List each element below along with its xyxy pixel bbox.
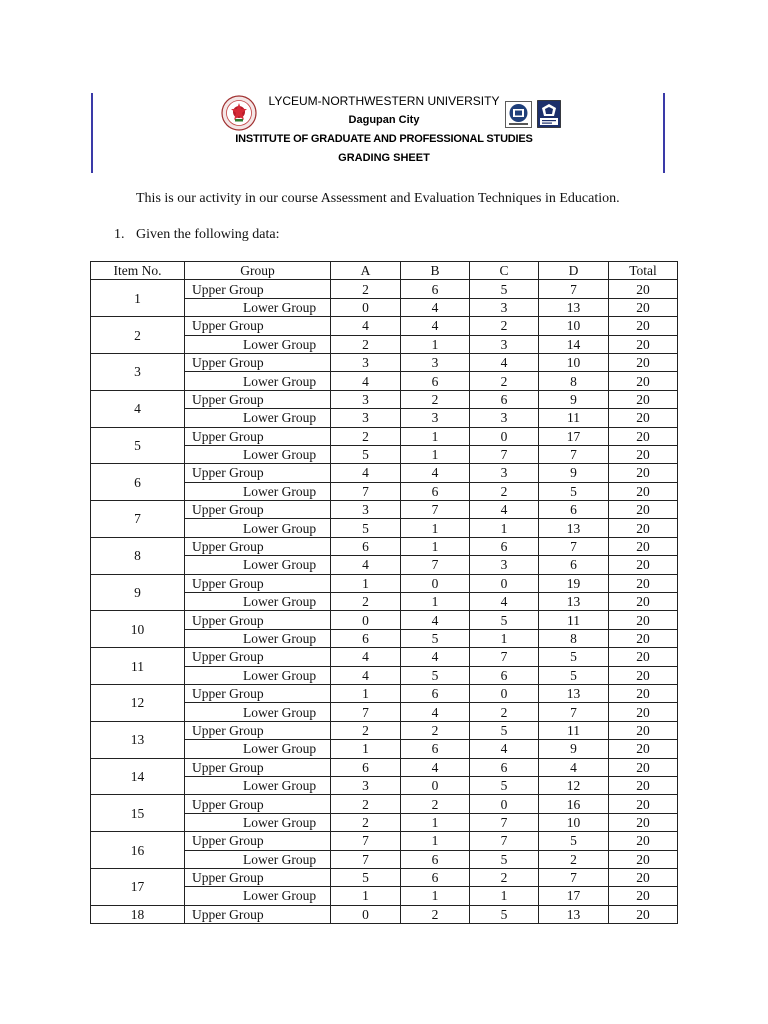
group-label-upper: Upper Group — [185, 611, 331, 629]
table-row — [91, 832, 678, 850]
group-label-lower: Lower Group — [185, 776, 331, 794]
group-label-upper: Upper Group — [185, 390, 331, 408]
score-cell: 13 — [539, 905, 609, 923]
score-cell: 4 — [401, 758, 470, 776]
group-label-lower: Lower Group — [185, 556, 331, 574]
score-cell: 13 — [539, 593, 609, 611]
score-cell: 7 — [470, 648, 539, 666]
score-cell: 5 — [470, 850, 539, 868]
item-number: 3 — [91, 353, 185, 390]
group-label-upper: Upper Group — [185, 464, 331, 482]
group-label-lower: Lower Group — [185, 372, 331, 390]
score-cell: 6 — [401, 850, 470, 868]
table-row — [91, 611, 678, 629]
group-label-lower: Lower Group — [185, 813, 331, 831]
score-cell: 6 — [401, 684, 470, 702]
group-label-lower: Lower Group — [185, 445, 331, 463]
column-header: Group — [185, 262, 331, 280]
table-header-row — [91, 262, 678, 280]
item-number: 1 — [91, 280, 185, 317]
table-row — [91, 758, 678, 776]
table-row — [91, 648, 678, 666]
score-cell: 20 — [609, 758, 678, 776]
column-header: A — [331, 262, 401, 280]
score-cell: 20 — [609, 611, 678, 629]
score-cell: 7 — [331, 482, 401, 500]
score-cell: 12 — [539, 776, 609, 794]
score-cell: 14 — [539, 335, 609, 353]
group-label-lower: Lower Group — [185, 519, 331, 537]
item-number: 17 — [91, 868, 185, 905]
group-label-upper: Upper Group — [185, 684, 331, 702]
score-cell: 1 — [401, 445, 470, 463]
score-cell: 4 — [331, 556, 401, 574]
score-cell: 2 — [470, 703, 539, 721]
score-cell: 3 — [470, 464, 539, 482]
item-number: 11 — [91, 648, 185, 685]
score-cell: 20 — [609, 445, 678, 463]
score-cell: 10 — [539, 353, 609, 371]
score-cell: 2 — [539, 850, 609, 868]
group-label-lower: Lower Group — [185, 850, 331, 868]
score-cell: 16 — [539, 795, 609, 813]
table-body — [91, 280, 678, 924]
score-cell: 7 — [401, 501, 470, 519]
score-cell: 2 — [331, 795, 401, 813]
score-cell: 5 — [331, 519, 401, 537]
table-row — [91, 427, 678, 445]
score-cell: 5 — [470, 611, 539, 629]
score-cell: 20 — [609, 464, 678, 482]
score-cell: 20 — [609, 684, 678, 702]
score-cell: 8 — [539, 629, 609, 647]
score-cell: 7 — [539, 868, 609, 886]
grading-table — [90, 261, 678, 924]
score-cell: 20 — [609, 519, 678, 537]
table-row — [91, 390, 678, 408]
table-row — [91, 795, 678, 813]
score-cell: 3 — [470, 335, 539, 353]
score-cell: 3 — [331, 409, 401, 427]
score-cell: 1 — [470, 519, 539, 537]
score-cell: 4 — [470, 740, 539, 758]
score-cell: 5 — [331, 868, 401, 886]
score-cell: 7 — [539, 703, 609, 721]
score-cell: 1 — [401, 887, 470, 905]
list-text: Given the following data: — [136, 227, 280, 242]
group-label-upper: Upper Group — [185, 868, 331, 886]
score-cell: 0 — [470, 684, 539, 702]
item-number: 13 — [91, 721, 185, 758]
score-cell: 2 — [470, 317, 539, 335]
item-number: 18 — [91, 905, 185, 923]
score-cell: 20 — [609, 905, 678, 923]
university-name: LYCEUM-NORTHWESTERN UNIVERSITY — [268, 94, 500, 108]
table-row — [91, 537, 678, 555]
group-label-lower: Lower Group — [185, 409, 331, 427]
score-cell: 20 — [609, 317, 678, 335]
score-cell: 11 — [539, 409, 609, 427]
group-label-lower: Lower Group — [185, 629, 331, 647]
score-cell: 6 — [470, 666, 539, 684]
score-cell: 20 — [609, 795, 678, 813]
score-cell: 20 — [609, 390, 678, 408]
score-cell: 2 — [331, 280, 401, 298]
score-cell: 5 — [539, 482, 609, 500]
list-number: 1. — [114, 227, 125, 242]
score-cell: 1 — [401, 427, 470, 445]
score-cell: 2 — [401, 795, 470, 813]
score-cell: 20 — [609, 721, 678, 739]
score-cell: 2 — [331, 813, 401, 831]
score-cell: 3 — [331, 353, 401, 371]
score-cell: 6 — [401, 868, 470, 886]
score-cell: 4 — [401, 703, 470, 721]
score-cell: 2 — [470, 482, 539, 500]
score-cell: 4 — [539, 758, 609, 776]
score-cell: 9 — [539, 740, 609, 758]
score-cell: 2 — [401, 390, 470, 408]
score-cell: 10 — [539, 813, 609, 831]
score-cell: 20 — [609, 887, 678, 905]
column-header: D — [539, 262, 609, 280]
score-cell: 20 — [609, 298, 678, 316]
sheet-title: GRADING SHEET — [338, 152, 430, 164]
table-row — [91, 464, 678, 482]
group-label-upper: Upper Group — [185, 537, 331, 555]
score-cell: 1 — [470, 887, 539, 905]
score-cell: 1 — [331, 887, 401, 905]
score-cell: 7 — [331, 850, 401, 868]
score-cell: 20 — [609, 427, 678, 445]
score-cell: 4 — [401, 298, 470, 316]
score-cell: 4 — [331, 317, 401, 335]
score-cell: 5 — [331, 445, 401, 463]
group-label-lower: Lower Group — [185, 482, 331, 500]
score-cell: 20 — [609, 776, 678, 794]
table-row — [91, 868, 678, 886]
score-cell: 5 — [401, 666, 470, 684]
table-row — [91, 317, 678, 335]
score-cell: 20 — [609, 666, 678, 684]
score-cell: 3 — [401, 353, 470, 371]
item-number: 9 — [91, 574, 185, 611]
score-cell: 3 — [470, 298, 539, 316]
column-header: C — [470, 262, 539, 280]
score-cell: 3 — [331, 501, 401, 519]
score-cell: 11 — [539, 721, 609, 739]
score-cell: 6 — [331, 629, 401, 647]
score-cell: 5 — [539, 832, 609, 850]
table-row — [91, 501, 678, 519]
score-cell: 7 — [401, 556, 470, 574]
score-cell: 7 — [331, 703, 401, 721]
score-cell: 20 — [609, 832, 678, 850]
item-number: 5 — [91, 427, 185, 464]
score-cell: 2 — [470, 372, 539, 390]
score-cell: 7 — [539, 537, 609, 555]
score-cell: 1 — [470, 629, 539, 647]
group-label-upper: Upper Group — [185, 721, 331, 739]
score-cell: 8 — [539, 372, 609, 390]
score-cell: 20 — [609, 648, 678, 666]
score-cell: 20 — [609, 850, 678, 868]
score-cell: 13 — [539, 298, 609, 316]
score-cell: 2 — [401, 721, 470, 739]
score-cell: 4 — [401, 648, 470, 666]
score-cell: 13 — [539, 684, 609, 702]
score-cell: 20 — [609, 868, 678, 886]
group-label-upper: Upper Group — [185, 905, 331, 923]
score-cell: 19 — [539, 574, 609, 592]
score-cell: 13 — [539, 519, 609, 537]
city-name: Dagupan City — [348, 114, 420, 126]
score-cell: 0 — [401, 574, 470, 592]
group-label-upper: Upper Group — [185, 317, 331, 335]
score-cell: 5 — [401, 629, 470, 647]
table-row — [91, 574, 678, 592]
score-cell: 2 — [331, 427, 401, 445]
score-cell: 6 — [470, 390, 539, 408]
score-cell: 6 — [401, 372, 470, 390]
score-cell: 7 — [470, 832, 539, 850]
group-label-upper: Upper Group — [185, 832, 331, 850]
score-cell: 1 — [401, 537, 470, 555]
group-label-lower: Lower Group — [185, 703, 331, 721]
score-cell: 9 — [539, 390, 609, 408]
score-cell: 20 — [609, 280, 678, 298]
column-header: Total — [609, 262, 678, 280]
score-cell: 20 — [609, 501, 678, 519]
item-number: 16 — [91, 832, 185, 869]
score-cell: 3 — [470, 556, 539, 574]
group-label-lower: Lower Group — [185, 593, 331, 611]
group-label-upper: Upper Group — [185, 758, 331, 776]
score-cell: 17 — [539, 427, 609, 445]
score-cell: 4 — [401, 317, 470, 335]
score-cell: 1 — [331, 684, 401, 702]
score-cell: 6 — [401, 280, 470, 298]
institute-name: INSTITUTE OF GRADUATE AND PROFESSIONAL STUDIES — [235, 133, 533, 145]
score-cell: 6 — [470, 537, 539, 555]
intro-paragraph: This is our activity in our course Assessment and Evaluation Techniques in Education. — [136, 191, 620, 206]
score-cell: 4 — [470, 501, 539, 519]
score-cell: 7 — [331, 832, 401, 850]
item-number: 8 — [91, 537, 185, 574]
score-cell: 7 — [539, 445, 609, 463]
group-label-lower: Lower Group — [185, 335, 331, 353]
item-number: 7 — [91, 501, 185, 538]
list-item — [114, 227, 279, 243]
score-cell: 20 — [609, 372, 678, 390]
group-label-lower: Lower Group — [185, 887, 331, 905]
score-cell: 6 — [539, 556, 609, 574]
column-header: Item No. — [91, 262, 185, 280]
score-cell: 4 — [331, 464, 401, 482]
item-number: 15 — [91, 795, 185, 832]
score-cell: 6 — [401, 482, 470, 500]
item-number: 4 — [91, 390, 185, 427]
table-row — [91, 280, 678, 298]
score-cell: 3 — [470, 409, 539, 427]
score-cell: 20 — [609, 353, 678, 371]
score-cell: 20 — [609, 482, 678, 500]
score-cell: 4 — [331, 372, 401, 390]
score-cell: 6 — [539, 501, 609, 519]
group-label-upper: Upper Group — [185, 574, 331, 592]
score-cell: 6 — [401, 740, 470, 758]
score-cell: 0 — [331, 298, 401, 316]
score-cell: 20 — [609, 537, 678, 555]
score-cell: 4 — [470, 353, 539, 371]
score-cell: 20 — [609, 556, 678, 574]
score-cell: 0 — [470, 795, 539, 813]
score-cell: 7 — [470, 813, 539, 831]
group-label-lower: Lower Group — [185, 666, 331, 684]
score-cell: 4 — [401, 464, 470, 482]
score-cell: 20 — [609, 409, 678, 427]
score-cell: 1 — [331, 740, 401, 758]
score-cell: 1 — [401, 335, 470, 353]
group-label-upper: Upper Group — [185, 501, 331, 519]
group-label-upper: Upper Group — [185, 427, 331, 445]
score-cell: 3 — [331, 390, 401, 408]
score-cell: 20 — [609, 629, 678, 647]
group-label-upper: Upper Group — [185, 648, 331, 666]
score-cell: 6 — [331, 537, 401, 555]
score-cell: 0 — [331, 905, 401, 923]
score-cell: 5 — [539, 666, 609, 684]
table-row — [91, 905, 678, 923]
score-cell: 20 — [609, 593, 678, 611]
score-cell: 20 — [609, 703, 678, 721]
score-cell: 0 — [401, 776, 470, 794]
score-cell: 2 — [470, 868, 539, 886]
item-number: 10 — [91, 611, 185, 648]
score-cell: 2 — [401, 905, 470, 923]
score-cell: 20 — [609, 574, 678, 592]
score-cell: 0 — [470, 427, 539, 445]
group-label-lower: Lower Group — [185, 298, 331, 316]
score-cell: 2 — [331, 335, 401, 353]
score-cell: 10 — [539, 317, 609, 335]
score-cell: 1 — [401, 813, 470, 831]
table-row — [91, 721, 678, 739]
group-label-upper: Upper Group — [185, 353, 331, 371]
score-cell: 3 — [401, 409, 470, 427]
score-cell: 6 — [470, 758, 539, 776]
score-cell: 4 — [401, 611, 470, 629]
item-number: 2 — [91, 317, 185, 354]
score-cell: 5 — [470, 721, 539, 739]
score-cell: 4 — [470, 593, 539, 611]
table-row — [91, 684, 678, 702]
score-cell: 2 — [331, 593, 401, 611]
table-row — [91, 353, 678, 371]
score-cell: 2 — [331, 721, 401, 739]
group-label-upper: Upper Group — [185, 280, 331, 298]
score-cell: 5 — [539, 648, 609, 666]
item-number: 12 — [91, 684, 185, 721]
score-cell: 7 — [470, 445, 539, 463]
item-number: 6 — [91, 464, 185, 501]
score-cell: 20 — [609, 813, 678, 831]
group-label-lower: Lower Group — [185, 740, 331, 758]
score-cell: 3 — [331, 776, 401, 794]
score-cell: 11 — [539, 611, 609, 629]
score-cell: 4 — [331, 648, 401, 666]
score-cell: 17 — [539, 887, 609, 905]
score-cell: 1 — [401, 832, 470, 850]
column-header: B — [401, 262, 470, 280]
score-cell: 0 — [470, 574, 539, 592]
group-label-upper: Upper Group — [185, 795, 331, 813]
score-cell: 1 — [401, 519, 470, 537]
score-cell: 5 — [470, 280, 539, 298]
score-cell: 1 — [331, 574, 401, 592]
score-cell: 0 — [331, 611, 401, 629]
item-number: 14 — [91, 758, 185, 795]
score-cell: 7 — [539, 280, 609, 298]
score-cell: 5 — [470, 905, 539, 923]
score-cell: 1 — [401, 593, 470, 611]
score-cell: 4 — [331, 666, 401, 684]
score-cell: 20 — [609, 335, 678, 353]
score-cell: 5 — [470, 776, 539, 794]
score-cell: 6 — [331, 758, 401, 776]
score-cell: 20 — [609, 740, 678, 758]
score-cell: 9 — [539, 464, 609, 482]
